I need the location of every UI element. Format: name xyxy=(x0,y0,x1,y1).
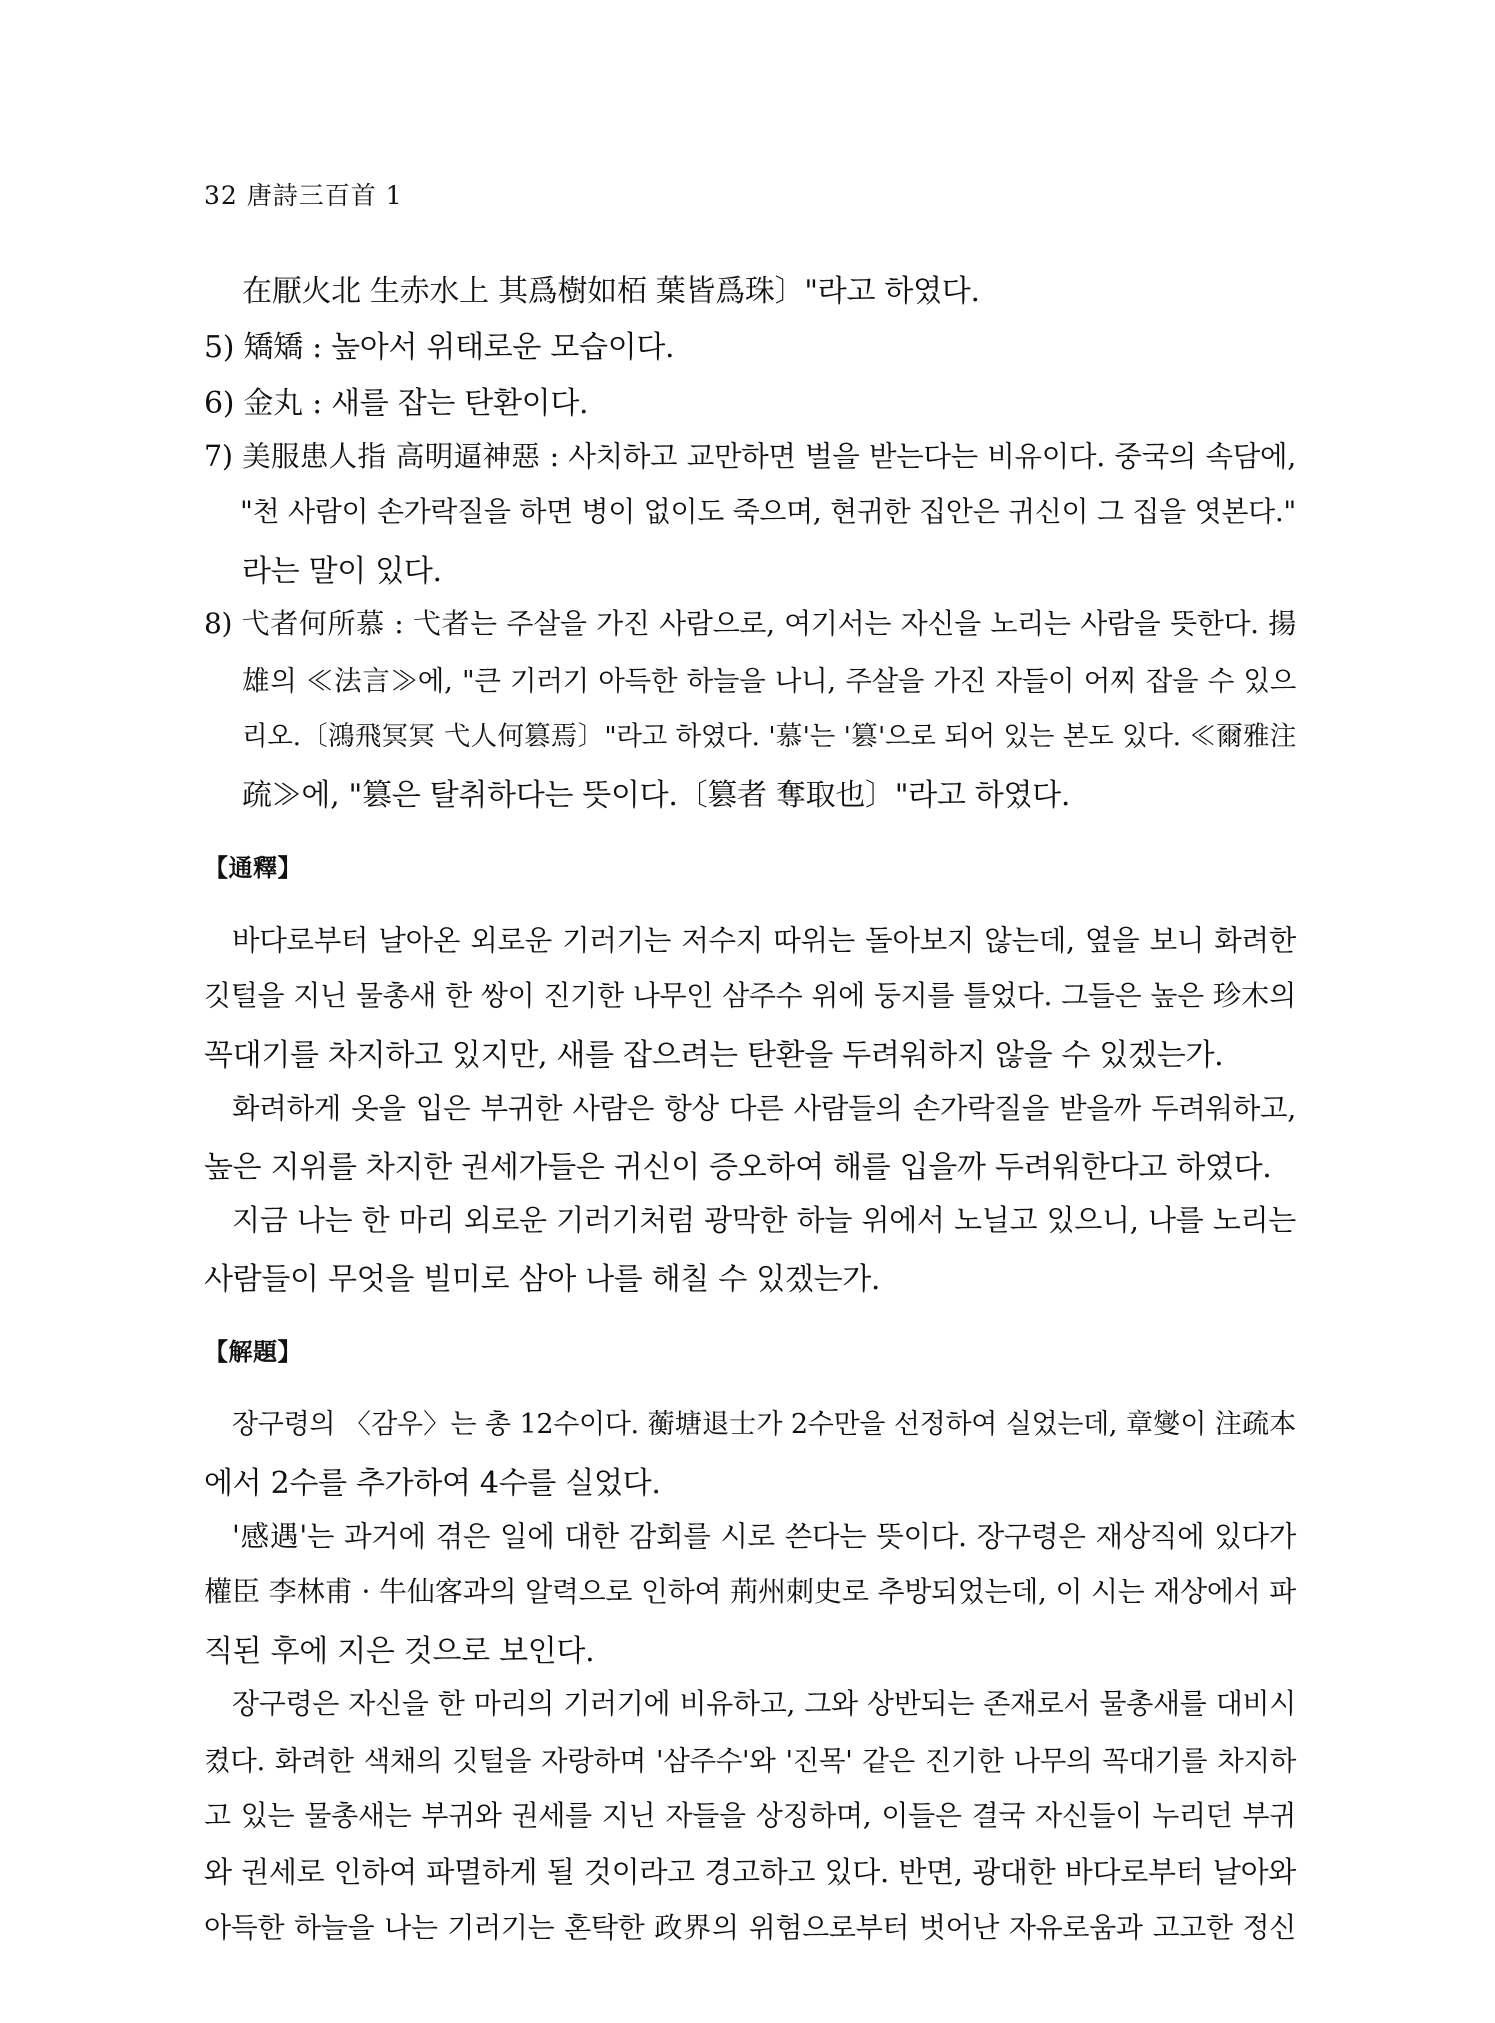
haeje-p3-line-4: 와 권세로 인하여 파멸하게 될 것이라고 경고하고 있다. 반면, 광대한 바다로부터 날아와 xyxy=(204,1855,1296,1889)
section-heading-haeje: 【解題】 xyxy=(204,1337,302,1366)
haeje-p3-line-3: 고 있는 물총새는 부귀와 권세를 지닌 자들을 상징하며, 이들은 결국 자신들이 누리던 부귀 xyxy=(204,1799,1296,1832)
tongseok-p1-line-2: 깃털을 지닌 물총새 한 쌍이 진기한 나무인 삼주수 위에 둥지를 틀었다. 그들은 높은 珍木의 xyxy=(204,979,1296,1012)
section-heading-tongseok: 【通釋】 xyxy=(204,853,302,882)
note-5: 5) 矯矯 : 높아서 위태로운 모습이다. xyxy=(204,330,675,365)
haeje-p2-line-2: 權臣 李林甫 · 牛仙客과의 알력으로 인하여 荊州刺史로 추방되었는데, 이 시는 재상에서 파 xyxy=(204,1575,1296,1608)
tongseok-p3-line-1: 지금 나는 한 마리 외로운 기러기처럼 광막한 하늘 위에서 노닐고 있으니, 나를 노리는 xyxy=(232,1203,1296,1237)
haeje-p2-line-1: '感遇'는 과거에 겪은 일에 대한 감회를 시로 쓴다는 뜻이다. 장구령은 재상직에 있다가 xyxy=(232,1520,1296,1553)
note-6: 6) 金丸 : 새를 잡는 탄환이다. xyxy=(204,386,589,421)
note-8-line-2: 雄의 ≪法言≫에, "큰 기러기 아득한 하늘을 나니, 주살을 가진 자들이 어찌 잡을 수 있으 xyxy=(242,665,1296,697)
tongseok-p3-line-2: 사람들이 무엇을 빌미로 삼아 나를 해칠 수 있겠는가. xyxy=(204,1262,881,1297)
tongseok-p2-line-1: 화려하게 옷을 입은 부귀한 사람은 항상 다른 사람들의 손가락질을 받을까 두려워하고, xyxy=(232,1092,1296,1125)
note-7-line-1: 7) 美服患人指 高明逼神惡 : 사치하고 교만하면 벌을 받는다는 비유이다. 중국의 속담에, xyxy=(204,440,1296,473)
note-4-continuation: 在厭火北 生赤水上 其爲樹如栢 葉皆爲珠〕"라고 하였다. xyxy=(242,274,980,309)
haeje-p1-line-2: 에서 2수를 추가하여 4수를 실었다. xyxy=(204,1466,661,1501)
haeje-p3-line-5: 아득한 하늘을 나는 기러기는 혼탁한 政界의 위험으로부터 벗어난 자유로움과 고고한 정신 xyxy=(204,1911,1296,1944)
note-8-line-3: 리오.〔鴻飛冥冥 弋人何篡焉〕"라고 하였다. '慕'는 '篡'으로 되어 있는 본도 있다. ≪爾雅注 xyxy=(242,721,1296,752)
note-7-line-3: 라는 말이 있다. xyxy=(242,554,442,589)
running-header: 32 唐詩三百首 1 xyxy=(204,181,403,210)
tongseok-p1-line-3: 꼭대기를 차지하고 있지만, 새를 잡으려는 탄환을 두려워하지 않을 수 있겠는가. xyxy=(204,1038,1224,1073)
note-7-line-2: "천 사람이 손가락질을 하면 병이 없이도 죽으며, 현귀한 집안은 귀신이 그 집을 엿본다." xyxy=(240,495,1296,528)
haeje-p1-line-1: 장구령의 〈감우〉는 총 12수이다. 蘅塘退士가 2수만을 선정하여 실었는데, 章燮이 注疏本 xyxy=(232,1409,1296,1440)
tongseok-p1-line-1: 바다로부터 날아온 외로운 기러기는 저수지 따위는 돌아보지 않는데, 옆을 보니 화려한 xyxy=(232,924,1296,957)
haeje-p3-line-1: 장구령은 자신을 한 마리의 기러기에 비유하고, 그와 상반되는 존재로서 물총새를 대비시 xyxy=(232,1687,1296,1720)
note-8-line-4: 疏≫에, "篡은 탈취하다는 뜻이다.〔篡者 奪取也〕"라고 하였다. xyxy=(242,778,1071,813)
note-8-line-1: 8) 弋者何所慕 : 弋者는 주살을 가진 사람으로, 여기서는 자신을 노리는 사람을 뜻한다. 揚 xyxy=(204,607,1296,640)
haeje-p3-line-2: 켰다. 화려한 색채의 깃털을 자랑하며 '삼주수'와 '진목' 같은 진기한 나무의 꼭대기를 차지하 xyxy=(204,1745,1296,1777)
tongseok-p2-line-2: 높은 지위를 차지한 권세가들은 귀신이 증오하여 해를 입을까 두려워한다고 하였다. xyxy=(204,1150,1272,1185)
haeje-p2-line-3: 직된 후에 지은 것으로 보인다. xyxy=(204,1634,595,1669)
